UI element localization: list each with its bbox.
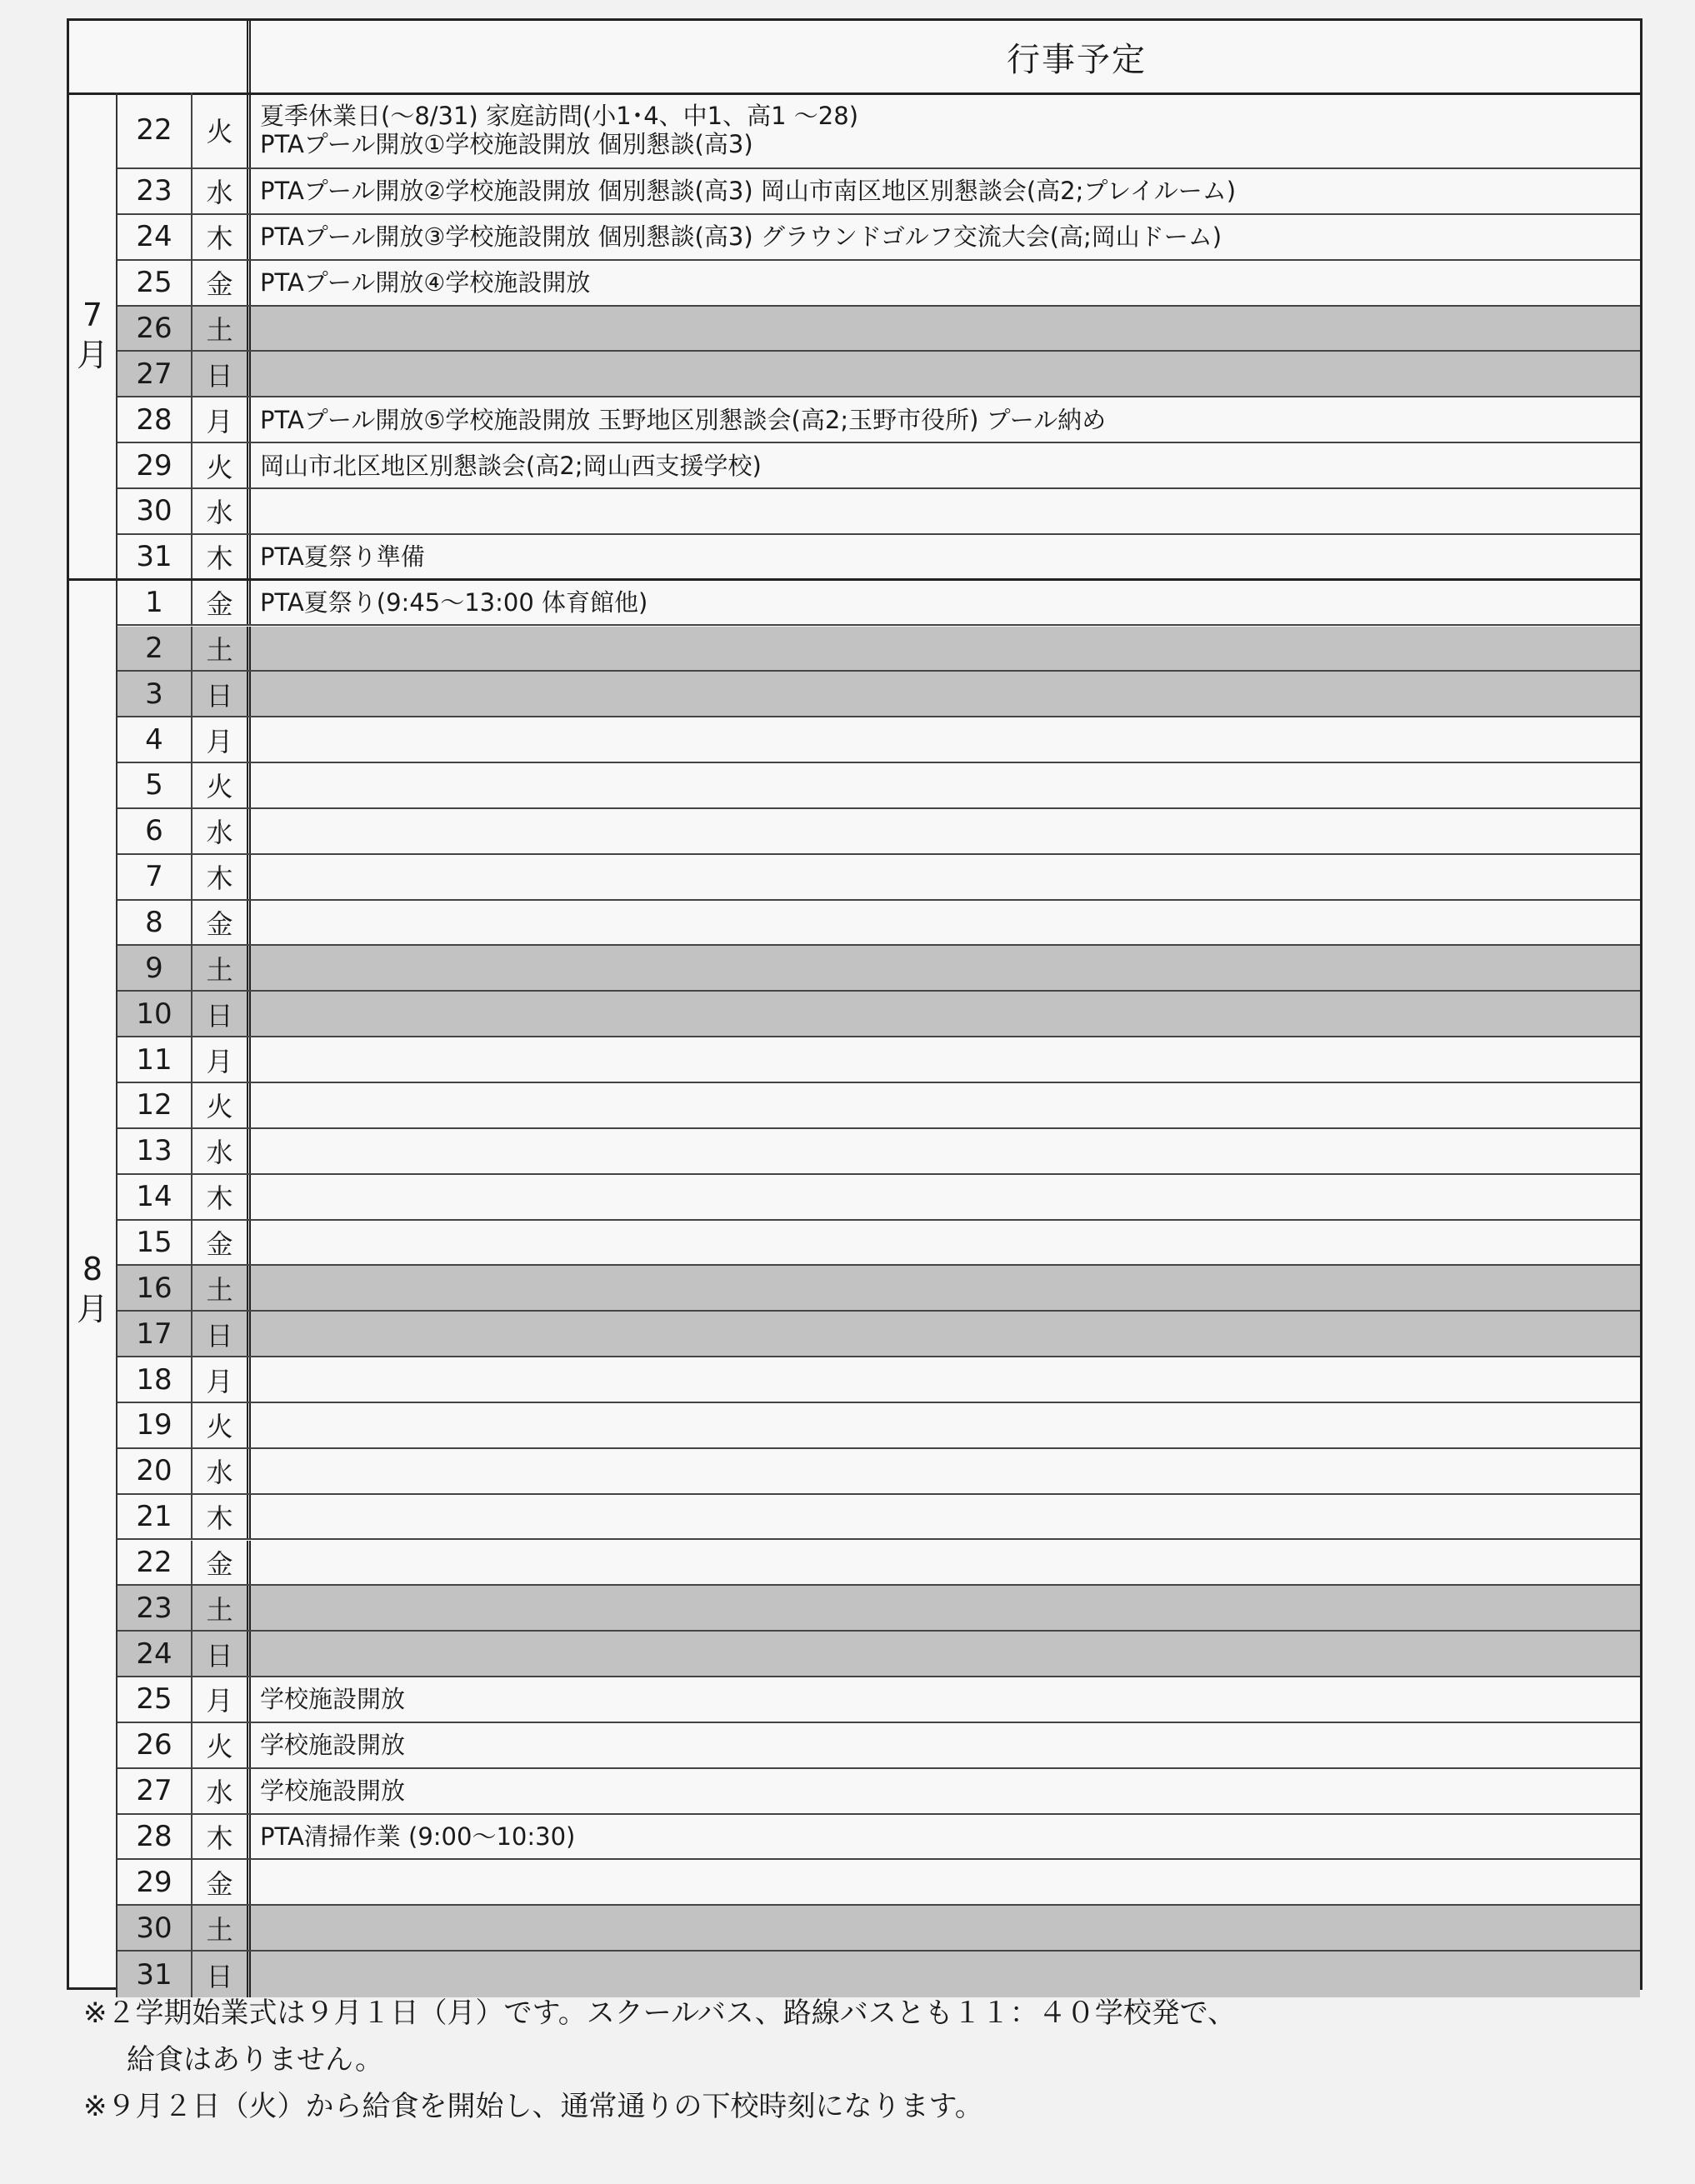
event-text: PTAプール開放③学校施設開放 個別懇談(高3) グラウンドゴルフ交流大会(高;岡山ドーム)	[260, 222, 1222, 252]
day-number: 4	[118, 717, 192, 762]
day-number: 19	[118, 1403, 192, 1447]
weekday: 金	[192, 901, 251, 945]
table-row	[118, 1129, 1640, 1175]
table-row	[118, 169, 1640, 215]
event-text: 学校施設開放	[260, 1777, 406, 1806]
table-row	[118, 809, 1640, 855]
weekday: 土	[192, 946, 251, 990]
day-number: 11	[118, 1037, 192, 1082]
table-row	[118, 1403, 1640, 1449]
weekday: 水	[192, 169, 251, 213]
event-cell	[255, 1312, 1640, 1356]
day-number: 23	[118, 1586, 192, 1630]
table-row	[118, 1037, 1640, 1083]
weekday: 木	[192, 1815, 251, 1859]
event-cell	[255, 443, 1640, 487]
day-number: 25	[118, 1677, 192, 1722]
event-text: PTAプール開放②学校施設開放 個別懇談(高3) 岡山市南区地区別懇談会(高2;プレイルーム)	[260, 177, 1237, 206]
event-cell	[255, 1403, 1640, 1447]
table-row	[118, 581, 1640, 627]
event-cell	[255, 855, 1640, 899]
event-cell	[255, 809, 1640, 853]
table-row	[118, 901, 1640, 947]
day-number: 18	[118, 1357, 192, 1402]
day-number: 31	[118, 1952, 192, 1997]
day-number: 3	[118, 672, 192, 716]
day-number: 27	[118, 1769, 192, 1813]
event-text: 学校施設開放	[260, 1685, 406, 1714]
table-row	[118, 1175, 1640, 1221]
weekday: 火	[192, 443, 251, 487]
event-text: PTA清掃作業 (9:00〜10:30)	[260, 1822, 576, 1852]
day-number: 17	[118, 1312, 192, 1356]
table-row	[118, 1677, 1640, 1723]
event-cell	[255, 1495, 1640, 1539]
table-header	[69, 21, 1640, 95]
weekday: 木	[192, 855, 251, 899]
event-cell	[255, 1129, 1640, 1173]
table-row	[118, 1312, 1640, 1357]
day-number: 9	[118, 946, 192, 990]
table-row	[118, 1449, 1640, 1495]
footnotes	[83, 1990, 1633, 2130]
day-number: 23	[118, 169, 192, 213]
weekday: 土	[192, 307, 251, 351]
table-row	[118, 1815, 1640, 1861]
weekday: 土	[192, 1266, 251, 1310]
event-text: PTA夏祭り準備	[260, 542, 425, 571]
month-kanji: 月	[76, 337, 108, 374]
event-cell	[255, 946, 1640, 990]
table-row	[118, 352, 1640, 397]
month-number: 8	[82, 1250, 103, 1287]
weekday: 金	[192, 1860, 251, 1904]
day-number: 24	[118, 215, 192, 259]
event-cell	[255, 901, 1640, 945]
day-number: 24	[118, 1632, 192, 1676]
event-cell	[255, 1357, 1640, 1402]
event-cell	[255, 261, 1640, 305]
weekday: 火	[192, 1723, 251, 1767]
table-row	[118, 855, 1640, 901]
event-cell	[255, 489, 1640, 533]
day-number: 25	[118, 261, 192, 305]
event-text: PTAプール開放①学校施設開放 個別懇談(高3)	[260, 130, 753, 158]
month-july	[69, 92, 118, 581]
event-cell	[255, 627, 1640, 671]
table-row	[118, 1586, 1640, 1632]
month-kanji: 月	[76, 1290, 108, 1327]
weekday: 月	[192, 397, 251, 442]
note-2: ※９月２日（火）から給食を開始し、通常通りの下校時刻になります。	[83, 2090, 983, 2123]
table-row	[118, 261, 1640, 307]
day-number: 30	[118, 1906, 192, 1950]
event-cell	[255, 535, 1640, 578]
event-cell	[255, 1266, 1640, 1310]
weekday: 水	[192, 1129, 251, 1173]
weekday: 火	[192, 763, 251, 807]
weekday: 水	[192, 1449, 251, 1493]
weekday: 土	[192, 1586, 251, 1630]
table-row	[118, 1906, 1640, 1952]
event-text: PTAプール開放⑤学校施設開放 玉野地区別懇談会(高2;玉野市役所) プール納め	[260, 405, 1107, 434]
day-number: 26	[118, 1723, 192, 1767]
weekday: 火	[192, 1403, 251, 1447]
table-row	[118, 397, 1640, 443]
event-cell	[255, 1541, 1640, 1585]
weekday: 火	[192, 92, 251, 167]
weekday: 水	[192, 1769, 251, 1813]
day-number: 31	[118, 535, 192, 578]
weekday: 日	[192, 1312, 251, 1356]
weekday: 水	[192, 809, 251, 853]
weekday: 金	[192, 1541, 251, 1585]
event-cell	[255, 992, 1640, 1036]
day-number: 15	[118, 1221, 192, 1265]
weekday: 金	[192, 261, 251, 305]
event-cell	[255, 717, 1640, 762]
day-number: 10	[118, 992, 192, 1036]
day-number: 2	[118, 627, 192, 671]
event-cell	[255, 1815, 1640, 1859]
table-row	[118, 672, 1640, 717]
weekday: 金	[192, 581, 251, 625]
header-title: 行事予定	[1007, 40, 1147, 79]
table-row	[118, 1723, 1640, 1769]
table-row	[118, 627, 1640, 672]
day-number: 14	[118, 1175, 192, 1219]
table-row	[118, 215, 1640, 261]
month-august	[69, 581, 118, 1997]
day-number: 13	[118, 1129, 192, 1173]
event-cell	[255, 1037, 1640, 1082]
day-number: 28	[118, 1815, 192, 1859]
event-text: 学校施設開放	[260, 1731, 406, 1760]
event-cell	[255, 352, 1640, 396]
table-row	[118, 992, 1640, 1037]
table-row	[118, 92, 1640, 169]
weekday: 月	[192, 717, 251, 762]
day-number: 1	[118, 581, 192, 625]
event-cell	[255, 307, 1640, 351]
event-cell	[255, 1723, 1640, 1767]
event-cell	[255, 169, 1640, 213]
table-row	[118, 443, 1640, 489]
weekday: 水	[192, 489, 251, 533]
event-cell	[255, 397, 1640, 442]
table-row	[118, 946, 1640, 992]
event-cell	[255, 1860, 1640, 1904]
day-number: 5	[118, 763, 192, 807]
weekday: 日	[192, 352, 251, 396]
table-row	[118, 1495, 1640, 1541]
event-cell	[255, 1449, 1640, 1493]
weekday: 金	[192, 1221, 251, 1265]
table-row	[118, 1769, 1640, 1815]
table-row	[118, 717, 1640, 763]
table-row	[118, 1541, 1640, 1587]
event-text: 夏季休業日(〜8/31) 家庭訪問(小1･4、中1、高1 〜28)	[260, 102, 859, 130]
weekday: 木	[192, 215, 251, 259]
table-row	[118, 763, 1640, 809]
day-number: 20	[118, 1449, 192, 1493]
event-cell	[255, 1769, 1640, 1813]
event-cell	[255, 92, 1640, 167]
event-text: PTA夏祭り(9:45〜13:00 体育館他)	[260, 588, 648, 617]
weekday: 月	[192, 1037, 251, 1082]
event-cell	[255, 1677, 1640, 1722]
weekday: 月	[192, 1357, 251, 1402]
event-cell	[255, 1632, 1640, 1676]
event-cell	[255, 1175, 1640, 1219]
weekday: 日	[192, 992, 251, 1036]
weekday: 日	[192, 1952, 251, 1997]
header-date-blank	[69, 21, 251, 92]
event-cell	[255, 672, 1640, 716]
event-cell	[255, 581, 1640, 625]
weekday: 木	[192, 535, 251, 578]
day-number: 12	[118, 1083, 192, 1127]
day-number: 6	[118, 809, 192, 853]
day-number: 29	[118, 1860, 192, 1904]
table-row	[118, 1083, 1640, 1129]
day-number: 22	[118, 1541, 192, 1585]
table-row	[118, 1632, 1640, 1677]
day-number: 7	[118, 855, 192, 899]
weekday: 日	[192, 672, 251, 716]
weekday: 土	[192, 1906, 251, 1950]
weekday: 木	[192, 1175, 251, 1219]
weekday: 月	[192, 1677, 251, 1722]
event-text: 岡山市北区地区別懇談会(高2;岡山西支援学校)	[260, 451, 762, 480]
table-row	[118, 1221, 1640, 1267]
note-1-continued: 給食はありません。	[127, 2043, 384, 2077]
schedule-table	[67, 18, 1642, 1990]
day-number: 30	[118, 489, 192, 533]
event-text: PTAプール開放④学校施設開放	[260, 268, 591, 297]
table-row	[118, 489, 1640, 535]
day-number: 16	[118, 1266, 192, 1310]
event-cell	[255, 1586, 1640, 1630]
day-number: 28	[118, 397, 192, 442]
day-number: 26	[118, 307, 192, 351]
event-cell	[255, 763, 1640, 807]
event-cell	[255, 215, 1640, 259]
weekday: 火	[192, 1083, 251, 1127]
day-number: 29	[118, 443, 192, 487]
table-row	[118, 1357, 1640, 1403]
weekday: 日	[192, 1632, 251, 1676]
table-row	[118, 1266, 1640, 1312]
event-cell	[255, 1083, 1640, 1127]
day-number: 21	[118, 1495, 192, 1539]
table-row	[118, 1860, 1640, 1906]
event-cell	[255, 1906, 1640, 1950]
weekday: 土	[192, 627, 251, 671]
table-row	[118, 535, 1640, 581]
day-number: 22	[118, 92, 192, 167]
month-number: 7	[82, 297, 103, 334]
note-1: ※２学期始業式は９月１日（月）です。スクールバス、路線バスとも１１：４０学校発で、	[83, 1997, 1237, 2030]
event-cell	[255, 1221, 1640, 1265]
day-number: 8	[118, 901, 192, 945]
day-number: 27	[118, 352, 192, 396]
table-row	[118, 307, 1640, 352]
weekday: 木	[192, 1495, 251, 1539]
